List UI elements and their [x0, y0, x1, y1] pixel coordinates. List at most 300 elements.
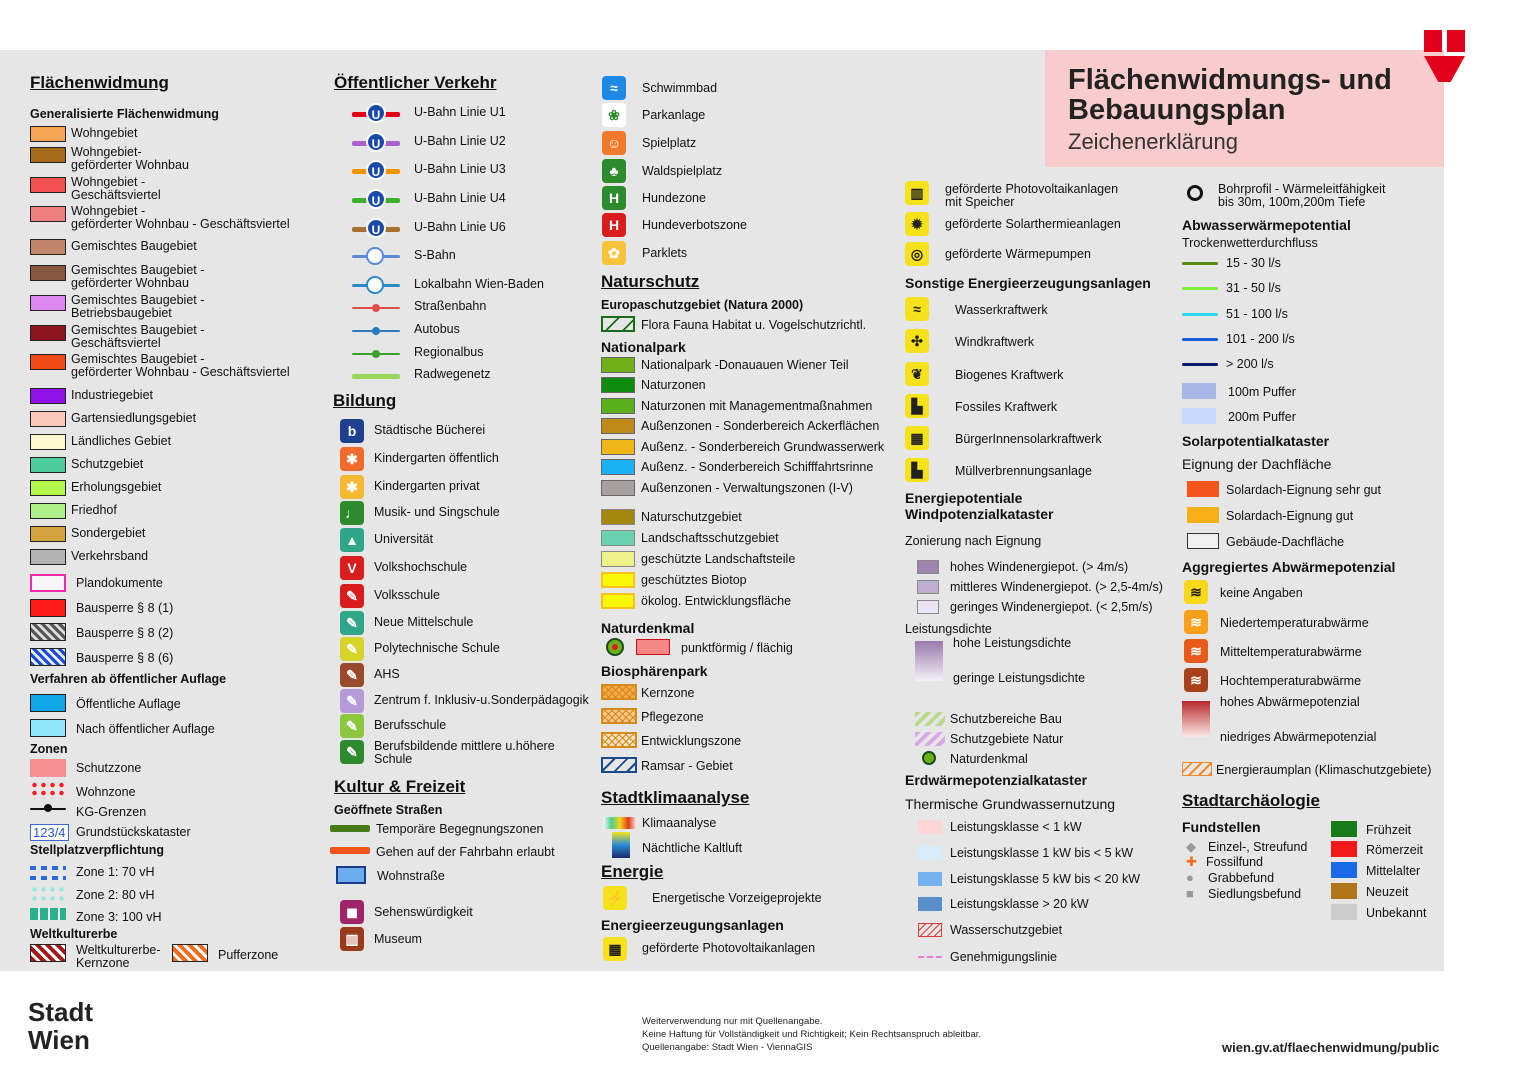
subheading-solarpotential: Solarpotentialkataster: [1182, 433, 1330, 449]
abwaerme-icon: ≋: [1184, 668, 1208, 692]
stadt-wien-logo-line2: Wien: [28, 1025, 90, 1055]
widmung-swatch: [30, 549, 66, 565]
subheading-energieerzeugungsanlagen: Energieerzeugungsanlagen: [601, 917, 784, 933]
leistungsdichte-label: Leistungsdichte: [905, 622, 992, 636]
lokalbahn-icon: [366, 276, 384, 294]
stellplatz-label: Zone 1: 70 vH: [76, 865, 155, 879]
bildung-label: Neue Mittelschule: [374, 615, 474, 629]
nach-auflage-swatch: [30, 719, 66, 737]
widmung-swatch: [30, 411, 66, 427]
u-bahn-icon: U: [366, 132, 386, 152]
biosphaere-swatch: [601, 708, 637, 724]
bildung-icon: ✎: [340, 637, 364, 661]
durchfluss-line: [1182, 262, 1218, 265]
klassen-label: Leistungsklasse 5 kW bis < 20 kW: [950, 872, 1141, 886]
wien-logo-flag-left: [1424, 30, 1442, 52]
leistungsklasse-swatch: [918, 820, 942, 834]
abwaerme-hoch-label: hohes Abwärmepotenzial: [1220, 695, 1360, 709]
strassen-label: Wohnstraße: [377, 869, 445, 883]
widmung-label: Gemischtes Baugebiet - geförderter Wohnbau - Geschäftsviertel: [71, 352, 290, 379]
epoche-label: Neuzeit: [1366, 885, 1409, 899]
puffer-label: 100m Puffer: [1228, 385, 1296, 399]
verkehr-label: U-Bahn Linie U1: [414, 105, 506, 119]
zonen-label: Grundstückskataster: [76, 825, 191, 839]
energie-anlage-icon: ▙: [905, 394, 929, 418]
naturdenkmal-area-swatch: [636, 639, 670, 655]
widmung-swatch: [30, 177, 66, 193]
epoche-swatch: [1331, 883, 1357, 899]
widmung-label: Verkehrsband: [71, 549, 149, 563]
photovoltaik-icon: ▦: [603, 937, 627, 961]
u-bahn-icon: U: [366, 189, 386, 209]
nationalpark-label: Außenzonen - Verwaltungszonen (I-V): [641, 481, 853, 495]
verkehr-label: Autobus: [414, 322, 460, 336]
gefoerdert-icon: ▥: [905, 181, 929, 205]
wind-swatch: [917, 600, 939, 614]
biosphaere-swatch: [601, 732, 637, 748]
kultur-label: Museum: [374, 932, 422, 946]
sonstige-label: Windkraftwerk: [955, 335, 1035, 349]
subheading-fundstellen: Fundstellen: [1182, 819, 1261, 835]
widmung-label: Schutzgebiet: [71, 457, 144, 471]
nationalpark-swatch: [601, 480, 635, 496]
bildung-label: Universität: [374, 532, 434, 546]
widmung-label: Friedhof: [71, 503, 117, 517]
nationalpark-label: Naturzonen: [641, 378, 706, 392]
subheading-biosphaerenpark: Biosphärenpark: [601, 663, 708, 679]
verkehr-label: U-Bahn Linie U4: [414, 191, 506, 205]
fund-icon: ✚: [1186, 854, 1197, 869]
klassen-label: Leistungsklasse > 20 kW: [950, 897, 1089, 911]
bildung-icon: ✎: [340, 714, 364, 738]
energieraum-label: Energieraumplan (Klimaschutzgebiete): [1216, 763, 1432, 777]
sonstige-label: Müllverbrennungsanlage: [955, 464, 1092, 478]
puffer-label: 200m Puffer: [1228, 410, 1296, 424]
fund-label: Einzel-, Streufund: [1208, 840, 1308, 854]
zone1-swatch-2: [30, 876, 66, 880]
biosphaere-swatch: [601, 684, 637, 700]
u-bahn-icon: U: [366, 103, 386, 123]
bildung-label: Polytechnische Schule: [374, 641, 500, 655]
stop-dot: [372, 304, 380, 312]
bildung-icon: ▲: [340, 528, 364, 552]
sonstige-label: BürgerInnensolarkraftwerk: [955, 432, 1102, 446]
freizeit-label: Parkanlage: [642, 108, 706, 122]
bildung-icon: ✎: [340, 611, 364, 635]
freizeit-icon: ❀: [602, 103, 626, 127]
epoche-label: Unbekannt: [1366, 906, 1427, 920]
heading-kultur-freizeit: Kultur & Freizeit: [334, 777, 466, 796]
durchfluss-line: [1182, 287, 1218, 290]
bildung-icon: ✱: [340, 447, 364, 471]
nationalpark-label: Nationalpark -Donauauen Wiener Teil: [641, 358, 849, 372]
bildung-label: Berufsbildende mittlere u.höhere Schule: [374, 739, 555, 766]
abwaerme-gradient: [1182, 701, 1210, 737]
widmung-label: Gemischtes Baugebiet: [71, 239, 197, 253]
aggr-label: Mitteltemperaturabwärme: [1220, 645, 1362, 659]
klima-label: Klimaanalyse: [642, 816, 717, 830]
bildung-label: Volkshochschule: [374, 560, 468, 574]
bildung-label: AHS: [374, 667, 400, 681]
widmung-swatch: [30, 434, 66, 450]
klassen-label: Leistungsklasse 1 kW bis < 5 kW: [950, 846, 1134, 860]
durchfluss-label: 101 - 200 l/s: [1226, 332, 1295, 346]
begegnungszone-line: [330, 825, 370, 832]
solar-label: Gebäude-Dachfläche: [1226, 535, 1345, 549]
footer-url-link[interactable]: wien.gv.at/flaechenwidmung/public: [1222, 1040, 1440, 1055]
freizeit-icon: ≈: [602, 76, 626, 100]
zonen-label: Schutzzone: [76, 761, 142, 775]
bildung-label: Städtische Bücherei: [374, 423, 486, 437]
puffer-swatch: [1182, 383, 1216, 399]
durchfluss-label: 51 - 100 l/s: [1226, 307, 1288, 321]
widmung-label: Gartensiedlungsgebiet: [71, 411, 197, 425]
schutz-swatch: [601, 572, 635, 588]
wind-label: hohes Windenergiepot. (> 4m/s): [950, 560, 1129, 574]
wind-label: mittleres Windenergiepot. (> 2,5-4m/s): [950, 580, 1163, 594]
subheading-geoeffnete-strassen: Geöffnete Straßen: [334, 803, 443, 817]
schutz-swatch: [601, 509, 635, 525]
biosphaere-swatch: [601, 757, 637, 773]
verkehr-label: U-Bahn Linie U3: [414, 162, 506, 176]
widmung-label: Wohngebiet: [71, 126, 138, 140]
strassen-label: Temporäre Begegnungszonen: [376, 822, 544, 836]
abwaerme-icon: ≋: [1184, 610, 1208, 634]
nationalpark-swatch: [601, 357, 635, 373]
pufferzone-label: Pufferzone: [218, 948, 279, 962]
durchfluss-line: [1182, 313, 1218, 316]
stellplatz-label: Zone 3: 100 vH: [76, 910, 162, 924]
bohrprofil-icon: [1187, 185, 1203, 201]
fahrbahn-line: [330, 847, 370, 854]
subheading-europaschutzgebiet: Europaschutzgebiet (Natura 2000): [601, 298, 804, 312]
title-subtitle: Zeichenerklärung: [1068, 129, 1238, 154]
bildung-icon: ✎: [340, 689, 364, 713]
nationalpark-swatch: [601, 459, 635, 475]
plandokumente-swatch: [30, 574, 66, 592]
zonierung-label: Zonierung nach Eignung: [905, 534, 1042, 548]
widmung-swatch: [30, 265, 66, 281]
subheading-generalisierte: Generalisierte Flächenwidmung: [30, 107, 219, 121]
widmung-swatch: [30, 325, 66, 341]
schutz-label: Naturschutzgebiet: [641, 510, 742, 524]
fund-icon: ◆: [1186, 839, 1196, 854]
bildung-icon: ✎: [340, 740, 364, 764]
subheading-abwasser: Abwasserwärmepotential: [1182, 217, 1351, 233]
subheading-erdwaerme: Erdwärmepotenzialkataster: [905, 772, 1088, 788]
kultur-label: Sehenswürdigkeit: [374, 905, 473, 919]
nationalpark-swatch: [601, 439, 635, 455]
schutz-swatch: [601, 551, 635, 567]
naturdenkmal-label: punktförmig / flächig: [681, 641, 793, 655]
fund-label: Siedlungsbefund: [1208, 887, 1302, 901]
epoche-swatch: [1331, 904, 1357, 920]
heading-naturschutz: Naturschutz: [601, 272, 700, 291]
leistung-gering-label: geringe Leistungsdichte: [953, 671, 1086, 685]
stellplatz-label: Zone 2: 80 vH: [76, 888, 155, 902]
solar-swatch: [1187, 481, 1219, 497]
bausperre-2-swatch: [30, 623, 66, 641]
leistungsklasse-swatch: [918, 846, 942, 860]
bildung-icon: ✎: [340, 663, 364, 687]
biosphaere-label: Entwicklungszone: [641, 734, 742, 748]
verkehr-label: Straßenbahn: [414, 299, 487, 313]
schutzbereiche-label: Naturdenkmal: [950, 752, 1028, 766]
plan-label: Bausperre § 8 (6): [76, 651, 174, 665]
bausperre-6-swatch: [30, 648, 66, 666]
footer-note-3: Quellenangabe: Stadt Wien - ViennaGIS: [642, 1042, 813, 1053]
wind-swatch: [917, 580, 939, 594]
wohnzone-swatch: [30, 781, 66, 799]
leistungsdichte-gradient: [915, 641, 943, 681]
epoche-swatch: [1331, 841, 1357, 857]
verkehr-label: U-Bahn Linie U2: [414, 134, 506, 148]
verkehr-label: Regionalbus: [414, 345, 484, 359]
widmung-swatch: [30, 388, 66, 404]
klassen-label: Wasserschutzgebiet: [950, 923, 1063, 937]
widmung-swatch: [30, 480, 66, 496]
verkehr-label: Radwegenetz: [414, 367, 491, 381]
widmung-label: Gemischtes Baugebiet - Betriebsbaugebiet: [71, 293, 205, 320]
energie-anlage-icon: ❦: [905, 362, 929, 386]
widmung-label: Erholungsgebiet: [71, 480, 162, 494]
freizeit-label: Spielplatz: [642, 136, 697, 150]
widmung-swatch: [30, 503, 66, 519]
weltkulturerbe-kern-label: Weltkulturerbe- Kernzone: [76, 943, 161, 970]
bildung-label: Kindergarten privat: [374, 479, 480, 493]
durchfluss-label: 31 - 50 l/s: [1226, 281, 1281, 295]
subheading-nationalpark: Nationalpark: [601, 339, 686, 355]
fund-icon: ●: [1186, 870, 1194, 885]
energie-anlage-icon: ▦: [905, 426, 929, 450]
zone3-swatch: [30, 908, 66, 920]
fund-label: Fossilfund: [1206, 855, 1263, 869]
erzeugung-label: geförderte Photovoltaikanlagen: [642, 941, 816, 955]
schutz-label: geschützte Landschaftsteile: [641, 552, 796, 566]
epoche-label: Frühzeit: [1366, 823, 1412, 837]
plan-label: Bausperre § 8 (1): [76, 601, 174, 615]
heading-energie: Energie: [601, 862, 664, 881]
title-line-2: Bebauungsplan: [1068, 94, 1286, 126]
durchfluss-line: [1182, 363, 1218, 366]
schutz-label: Landschaftsschutzgebiet: [641, 531, 779, 545]
heading-bildung: Bildung: [333, 391, 397, 410]
subheading-energiepotentiale: Energiepotentiale Windpotenzialkataster: [905, 490, 1054, 522]
leistung-hoch-label: hohe Leistungsdichte: [953, 636, 1072, 650]
bildung-icon: ♩: [340, 501, 364, 525]
bildung-label: Volksschule: [374, 588, 441, 602]
widmung-swatch: [30, 526, 66, 542]
widmung-label: Gemischtes Baugebiet - geförderter Wohnbau: [71, 263, 205, 290]
bausperre-1-swatch: [30, 599, 66, 617]
bildung-icon: V: [340, 556, 364, 580]
gefoerdert-label: geförderte Solarthermieanlagen: [945, 217, 1121, 231]
pufferzone-swatch: [172, 944, 208, 962]
puffer-swatch: [1182, 408, 1216, 424]
abwaerme-icon: ≋: [1184, 580, 1208, 604]
widmung-swatch: [30, 354, 66, 370]
freizeit-label: Parklets: [642, 246, 688, 260]
aggr-label: Niedertemperaturabwärme: [1220, 616, 1369, 630]
zone1-swatch: [30, 866, 66, 870]
widmung-label: Industriegebiet: [71, 388, 154, 402]
gefoerdert-label: geförderte Photovoltaikanlagen mit Speicher: [945, 182, 1119, 209]
leistungsklasse-swatch: [918, 872, 942, 886]
kultur-icon: ◼: [340, 900, 364, 924]
leistungsklasse-swatch: [918, 897, 942, 911]
bohrprofil-label: Bohrprofil - Wärmeleitfähigkeit bis 30m, 100m,200m Tiefe: [1218, 182, 1386, 209]
grundstueckskataster-sample: 123/4: [30, 824, 69, 841]
freizeit-label: Hundezone: [642, 191, 706, 205]
kaltluft-swatch: [612, 832, 630, 858]
heading-oeffentlicher-verkehr: Öffentlicher Verkehr: [334, 73, 497, 92]
sonstige-label: Fossiles Kraftwerk: [955, 400, 1058, 414]
fund-icon: ■: [1186, 886, 1194, 901]
epoche-label: Mittelalter: [1366, 864, 1421, 878]
klimaanalyse-swatch: [603, 817, 637, 829]
widmung-swatch: [30, 147, 66, 163]
wind-label: geringes Windenergiepot. (< 2,5m/s): [950, 600, 1153, 614]
zonen-label: Wohnzone: [76, 785, 136, 799]
widmung-label: Wohngebiet - geförderter Wohnbau - Geschäftsviertel: [71, 204, 290, 231]
bildung-label: Zentrum f. Inklusiv-u.Sonderpädagogik: [374, 693, 589, 707]
abwaerme-icon: ≋: [1184, 639, 1208, 663]
weltkulturerbe-kern-swatch: [30, 944, 66, 962]
gefoerdert-icon: ✹: [905, 212, 929, 236]
s-bahn-icon: [366, 247, 384, 265]
widmung-swatch: [30, 206, 66, 222]
energetische-vorzeigeprojekte-icon: ⚡: [603, 886, 627, 910]
gefoerdert-label: geförderte Wärmepumpen: [945, 247, 1091, 261]
freizeit-icon: ♣: [602, 159, 626, 183]
kultur-icon: ▥: [340, 927, 364, 951]
sonstige-label: Wasserkraftwerk: [955, 303, 1048, 317]
wien-logo-flag-right: [1447, 30, 1465, 52]
subheading-zonen: Zonen: [30, 742, 68, 756]
subheading-naturdenkmal: Naturdenkmal: [601, 620, 695, 636]
plan-label: Plandokumente: [76, 576, 163, 590]
strassen-label: Gehen auf der Fahrbahn erlaubt: [376, 845, 555, 859]
bildung-label: Berufsschule: [374, 718, 447, 732]
durchfluss-label: > 200 l/s: [1226, 357, 1274, 371]
u-bahn-icon: U: [366, 160, 386, 180]
gefoerdert-icon: ◎: [905, 242, 929, 266]
stop-dot: [372, 350, 380, 358]
schutzbereiche-bau-swatch: [915, 712, 945, 726]
freizeit-icon: ☺: [602, 131, 626, 155]
nationalpark-label: Außenz. - Sonderbereich Schifffahrtsrinne: [641, 460, 874, 474]
biosphaere-label: Ramsar - Gebiet: [641, 759, 733, 773]
bildung-icon: ✎: [340, 584, 364, 608]
verkehr-label: S-Bahn: [414, 248, 456, 262]
europa-label: Flora Fauna Habitat u. Vogelschutzrichtl.: [641, 318, 867, 332]
zonen-label: KG-Grenzen: [76, 805, 147, 819]
sonstige-label: Biogenes Kraftwerk: [955, 368, 1064, 382]
nationalpark-swatch: [601, 398, 635, 414]
bildung-label: Musik- und Singschule: [374, 505, 500, 519]
schutz-swatch: [601, 593, 635, 609]
freizeit-label: Schwimmbad: [642, 81, 718, 95]
naturdenkmal-point-center: [612, 644, 618, 650]
verfahren-label: Nach öffentlicher Auflage: [76, 722, 215, 736]
widmung-label: Ländliches Gebiet: [71, 434, 172, 448]
wohnstrasse-swatch: [336, 866, 366, 884]
energie-anlage-icon: ≈: [905, 297, 929, 321]
wind-swatch: [917, 560, 939, 574]
schutzbereiche-label: Schutzbereiche Bau: [950, 712, 1062, 726]
schutzbereiche-label: Schutzgebiete Natur: [950, 732, 1064, 746]
biosphaere-label: Pflegezone: [641, 710, 704, 724]
u-bahn-icon: U: [366, 218, 386, 238]
widmung-swatch: [30, 457, 66, 473]
schutz-label: ökolog. Entwicklungsfläche: [641, 594, 792, 608]
energie-label: Energetische Vorzeigeprojekte: [652, 891, 822, 905]
nationalpark-label: Außenzonen - Sonderbereich Ackerflächen: [641, 419, 880, 433]
stop-dot: [372, 327, 380, 335]
schutz-label: geschütztes Biotop: [641, 573, 747, 587]
bildung-label: Kindergarten öffentlich: [374, 451, 499, 465]
aggr-label: keine Angaben: [1220, 586, 1303, 600]
epoche-swatch: [1331, 821, 1357, 837]
plan-label: Bausperre § 8 (2): [76, 626, 174, 640]
natura-2000-swatch: [601, 316, 635, 332]
oeffentliche-auflage-swatch: [30, 694, 66, 712]
widmung-swatch: [30, 126, 66, 142]
title-line-1: Flächenwidmungs- und: [1068, 64, 1392, 96]
solar-label: Solardach-Eignung gut: [1226, 509, 1354, 523]
energieraumplan-swatch: [1182, 762, 1212, 776]
solar-label: Solardach-Eignung sehr gut: [1226, 483, 1381, 497]
epoche-label: Römerzeit: [1366, 843, 1423, 857]
freizeit-label: Hundeverbotszone: [642, 218, 747, 232]
bildung-icon: b: [340, 419, 364, 443]
widmung-swatch: [30, 295, 66, 311]
subheading-stellplatz: Stellplatzverpflichtung: [30, 843, 165, 857]
nationalpark-label: Außenz. - Sonderbereich Grundwasserwerk: [641, 440, 885, 454]
heading-flaechenwidmung: Flächenwidmung: [30, 73, 169, 92]
nationalpark-swatch: [601, 418, 635, 434]
solar-swatch: [1187, 507, 1219, 523]
biosphaere-label: Kernzone: [641, 686, 695, 700]
epoche-swatch: [1331, 862, 1357, 878]
subheading-sonstige-energie: Sonstige Energieerzeugungsanlagen: [905, 275, 1151, 291]
klassen-label: Leistungsklasse < 1 kW: [950, 820, 1082, 834]
subheading-weltkulturerbe: Weltkulturerbe: [30, 927, 118, 941]
freizeit-icon: ✿: [602, 241, 626, 265]
widmung-swatch: [30, 239, 66, 255]
abwaerme-niedrig-label: niedriges Abwärmepotenzial: [1220, 730, 1377, 744]
verkehr-label: Lokalbahn Wien-Baden: [414, 277, 544, 291]
nationalpark-swatch: [601, 377, 635, 393]
widmung-label: Wohngebiet - Geschäftsviertel: [71, 175, 161, 202]
freizeit-icon: H: [602, 186, 626, 210]
fund-label: Grabbefund: [1208, 871, 1275, 885]
durchfluss-line: [1182, 338, 1218, 341]
subheading-aggregiertes: Aggregiertes Abwärmepotenzial: [1182, 559, 1396, 575]
schutz-swatch: [601, 530, 635, 546]
klima-label: Nächtliche Kaltluft: [642, 841, 743, 855]
eignung-label: Eignung der Dachfläche: [1182, 456, 1332, 472]
genehmigungslinie: [918, 956, 942, 958]
schutzgebiete-natur-swatch: [915, 732, 945, 746]
zone2-swatch: [30, 885, 66, 903]
stadt-wien-logo-line1: Stadt: [28, 997, 93, 1027]
heading-stadtarchaeologie: Stadtarchäologie: [1182, 791, 1320, 810]
widmung-label: Gemischtes Baugebiet - Geschäftsviertel: [71, 323, 205, 350]
wasserschutzgebiet-swatch: [918, 923, 942, 937]
bildung-icon: ✱: [340, 475, 364, 499]
nationalpark-label: Naturzonen mit Managementmaßnahmen: [641, 399, 873, 413]
